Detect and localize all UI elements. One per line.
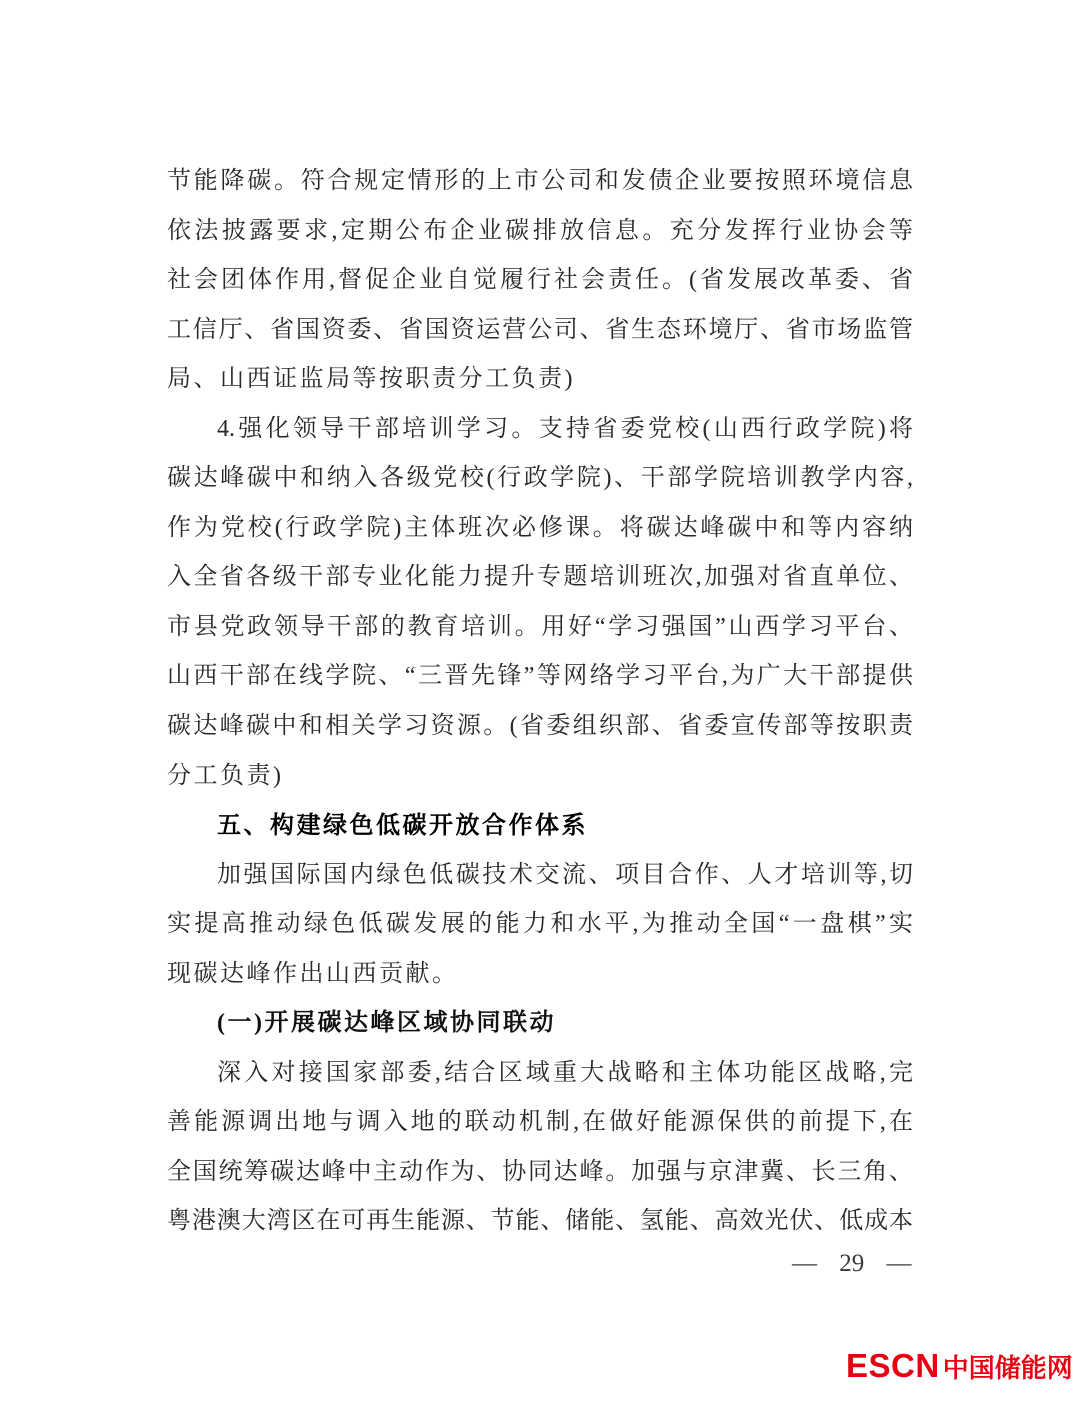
escn-logo-latin-text: ESCN bbox=[846, 1347, 940, 1384]
doc-line: 现碳达峰作出山西贡献。 bbox=[167, 960, 459, 987]
section-heading: 五、构建绿色低碳开放合作体系 bbox=[217, 812, 588, 840]
doc-line: 社会团体作用,督促企业自觉履行社会责任。(省发展改革委、省 bbox=[167, 267, 913, 294]
doc-line: 山西干部在线学院、“三晋先锋”等网络学习平台,为广大干部提供 bbox=[167, 663, 913, 690]
doc-line: 市县党政领导干部的教育培训。用好“学习强国”山西学习平台、 bbox=[167, 613, 913, 640]
doc-line: 深入对接国家部委,结合区域重大战略和主体功能区战略,完 bbox=[217, 1059, 913, 1086]
doc-line: 碳达峰碳中和纳入各级党校(行政学院)、干部学院培训教学内容, bbox=[167, 465, 913, 492]
doc-line: 工信厅、省国资委、省国资运营公司、省生态环境厅、省市场监管 bbox=[167, 316, 913, 343]
doc-line: 4.强化领导干部培训学习。支持省委党校(山西行政学院)将 bbox=[217, 415, 913, 442]
doc-line: 依法披露要求,定期公布企业碳排放信息。充分发挥行业协会等 bbox=[167, 217, 913, 244]
doc-line: 全国统筹碳达峰中主动作为、协同达峰。加强与京津冀、长三角、 bbox=[167, 1158, 913, 1185]
doc-line: 碳达峰碳中和相关学习资源。(省委组织部、省委宣传部等按职责 bbox=[167, 713, 913, 740]
doc-line: 入全省各级干部专业化能力提升专题培训班次,加强对省直单位、 bbox=[167, 564, 913, 591]
doc-line: 加强国际国内绿色低碳技术交流、项目合作、人才培训等,切 bbox=[217, 861, 913, 888]
subsection-heading: (一)开展碳达峰区域协同联动 bbox=[217, 1010, 556, 1037]
document-body bbox=[167, 157, 913, 1247]
doc-line: 局、山西证监局等按职责分工负责) bbox=[167, 366, 575, 393]
doc-line: 实提高推动绿色低碳发展的能力和水平,为推动全国“一盘棋”实 bbox=[167, 911, 913, 938]
escn-logo-cjk-text: 中国储能网 bbox=[942, 1353, 1073, 1383]
doc-line: 节能降碳。符合规定情形的上市公司和发债企业要按照环境信息 bbox=[167, 168, 913, 194]
escn-watermark-logo bbox=[846, 1349, 1073, 1382]
doc-line: 粤港澳大湾区在可再生能源、节能、储能、氢能、高效光伏、低成本 bbox=[167, 1208, 913, 1235]
page-number: — 29 — bbox=[792, 1250, 912, 1277]
doc-line: 分工负责) bbox=[167, 762, 284, 789]
doc-line: 善能源调出地与调入地的联动机制,在做好能源保供的前提下,在 bbox=[167, 1109, 913, 1136]
doc-line: 作为党校(行政学院)主体班次必修课。将碳达峰碳中和等内容纳 bbox=[167, 514, 913, 541]
